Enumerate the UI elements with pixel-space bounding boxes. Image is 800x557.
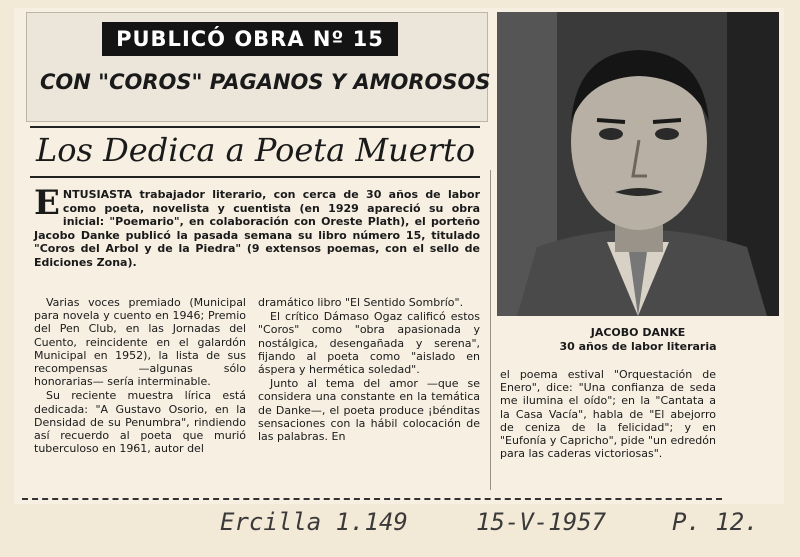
body-paragraph: dramático libro "El Sentido Sombrío". [258, 296, 464, 309]
body-paragraph: El crítico Dámaso Ogaz calificó estos "Coros" como "obra apasionada y nostálgica, desengañada y serena", fijando al poeta como "aislado en áspera y hermética soledad". [258, 310, 480, 377]
body-paragraph: Varias voces premiado (Municipal para novela y cuento en 1946; Premio del Pen Club, en las Jornadas del Cuento, reincidente en el galardón Municipal en 1952), la lista de sus recompensas —algunas sólo honorarias— sería interminable. [34, 296, 246, 389]
lead-text: NTUSIASTA trabajador literario, con cerca de 30 años de labor como poeta, novelista y cuentista (en 1929 apareció su obra inicial: "Poemario", en colaboración con Oreste Plath), el porteño Jacobo Danke publicó la pasada semana su libro número 15, titulado "Coros del Arbol y de la Piedra" (9 extensos poemas, con el sello de Ediciones Zona). [34, 188, 480, 269]
body-column-2 [258, 296, 480, 444]
lead-paragraph [34, 183, 480, 269]
handwritten-page: P. 12. [672, 508, 759, 536]
caption-name: JACOBO DANKE [590, 326, 686, 339]
portrait-image [497, 12, 779, 316]
portrait-photo [497, 12, 779, 316]
column-divider [490, 170, 491, 490]
header-kicker: PUBLICÓ OBRA Nº 15 [102, 22, 398, 56]
drop-cap: E [34, 183, 60, 223]
cut-line [22, 498, 722, 500]
header-subhead: CON "COROS" PAGANOS Y AMOROSOS [40, 70, 491, 94]
body-paragraph: el poema estival "Orquestación de Enero", dice: "Una confianza de seda me ilumina el oído"; en la "Cantata a la Casa Vacía", habla de "El abejorro de ceniza de la felicidad"; y en "Eufonía y Capricho", pide "un edredón para las caderas victoriosas". [500, 368, 716, 461]
body-paragraph: Su reciente muestra lírica está dedicada: "A Gustavo Osorio, en la Densidad de su Penumbra", rindiendo así recuerdo al poeta que murió tuberculoso en 1961, autor del [34, 389, 246, 456]
handwritten-date: 15-V-1957 [476, 508, 607, 536]
caption-detail: 30 años de labor literaria [559, 340, 717, 353]
headline-bottom-rule [30, 176, 480, 178]
body-column-3 [500, 368, 716, 461]
body-paragraph: Junto al tema del amor —que se considera una constante en la temática de Danke—, el poeta produce ¡bénditas sensaciones con la hábil colocación de las palabras. En [258, 377, 480, 444]
body-column-1 [34, 296, 246, 456]
handwritten-source: Ercilla 1.149 [220, 508, 408, 536]
photo-caption [500, 326, 776, 354]
article-headline: Los Dedica a Poeta Muerto [36, 131, 476, 169]
